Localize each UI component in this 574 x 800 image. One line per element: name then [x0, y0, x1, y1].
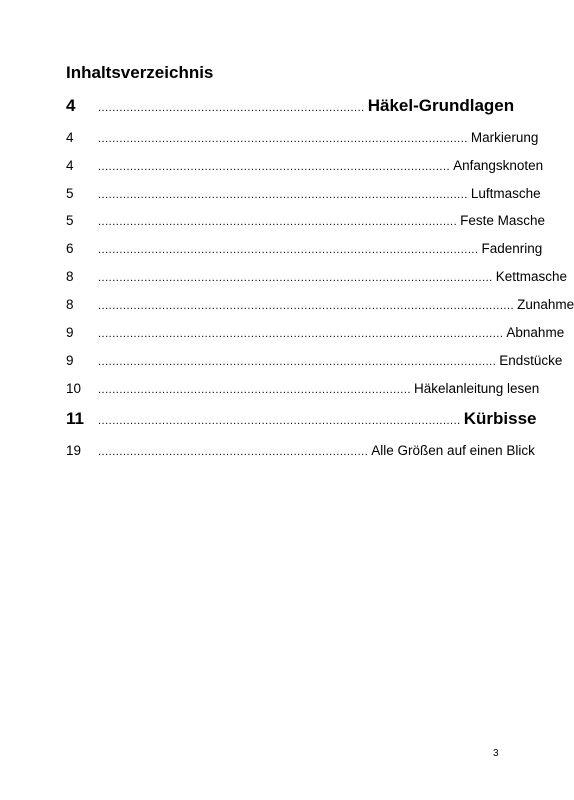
- toc-leader-dots: ......................................................................................................: [98, 415, 461, 427]
- toc-leader-dots: ............................................................................: [98, 446, 369, 458]
- toc-entry-zunahme[interactable]: [66, 296, 574, 315]
- toc-page-number: 4: [66, 130, 74, 145]
- toc-page-number: 9: [66, 353, 74, 368]
- toc-entry-label: Häkel-Grundlagen: [367, 96, 515, 115]
- toc-entry-endstuecke[interactable]: [66, 352, 563, 371]
- toc-leader-dots: ........................................................................................................: [98, 133, 468, 145]
- toc-entry-label: Alle Größen auf einen Blick: [371, 443, 535, 458]
- toc-leader-dots: .....................................................................................................: [98, 216, 458, 228]
- toc-entry-kuerbisse[interactable]: [66, 408, 537, 432]
- toc-entry-label: Zunahme: [517, 297, 574, 312]
- toc-page-number: 8: [66, 269, 74, 284]
- toc-entry-fadenring[interactable]: [66, 240, 543, 259]
- toc-leader-dots: ..................................................................................................................: [98, 328, 504, 340]
- toc-leader-dots: ...........................................................................: [98, 102, 365, 114]
- toc-leader-dots: ...................................................................................................: [98, 161, 451, 173]
- toc-page-number: 10: [66, 381, 82, 396]
- toc-entry-feste-masche[interactable]: [66, 212, 545, 231]
- toc-page-number: 11: [66, 409, 84, 428]
- page-number: 3: [493, 748, 499, 759]
- toc-page-number: 4: [66, 96, 76, 115]
- toc-leader-dots: ........................................................................................: [98, 384, 411, 396]
- toc-entry-label: Anfangsknoten: [453, 158, 544, 173]
- toc-entry-label: Häkelanleitung lesen: [413, 381, 540, 396]
- toc-entry-label: Endstücke: [499, 353, 563, 368]
- toc-entry-label: Abnahme: [506, 325, 565, 340]
- toc-entry-anfangsknoten[interactable]: [66, 157, 544, 176]
- toc-entry-label: Kettmasche: [495, 269, 568, 284]
- toc-entry-label: Luftmasche: [470, 186, 541, 201]
- toc-page-number: 9: [66, 325, 74, 340]
- toc-title: Inhaltsverzeichnis: [66, 63, 214, 82]
- toc-entry-haekel-grundlagen[interactable]: [66, 95, 515, 119]
- toc-page-number: 8: [66, 297, 74, 312]
- toc-page-number: 6: [66, 241, 74, 256]
- toc-entry-label: Markierung: [470, 130, 539, 145]
- toc-entry-haekelanleitung-lesen[interactable]: [66, 380, 540, 399]
- toc-entry-markierung[interactable]: [66, 129, 539, 148]
- toc-page-number: 4: [66, 158, 74, 173]
- toc-entry-label: Kürbisse: [463, 409, 537, 428]
- toc-page-number: 19: [66, 443, 82, 458]
- toc-leader-dots: .....................................................................................................................: [98, 300, 515, 312]
- toc-leader-dots: ...............................................................................................................: [98, 272, 493, 284]
- toc-entry-kettmasche[interactable]: [66, 268, 568, 287]
- toc-leader-dots: ...........................................................................................................: [98, 244, 479, 256]
- toc-leader-dots: ................................................................................................................: [98, 356, 497, 368]
- toc-page-number: 5: [66, 186, 74, 201]
- toc-page-number: 5: [66, 213, 74, 228]
- toc-entry-label: Fadenring: [481, 241, 543, 256]
- toc-entry-alle-groessen[interactable]: [66, 442, 535, 461]
- toc-entry-luftmasche[interactable]: [66, 185, 541, 204]
- toc-entry-label: Feste Masche: [460, 213, 545, 228]
- toc-entry-abnahme[interactable]: [66, 324, 565, 343]
- toc-leader-dots: ........................................................................................................: [98, 189, 468, 201]
